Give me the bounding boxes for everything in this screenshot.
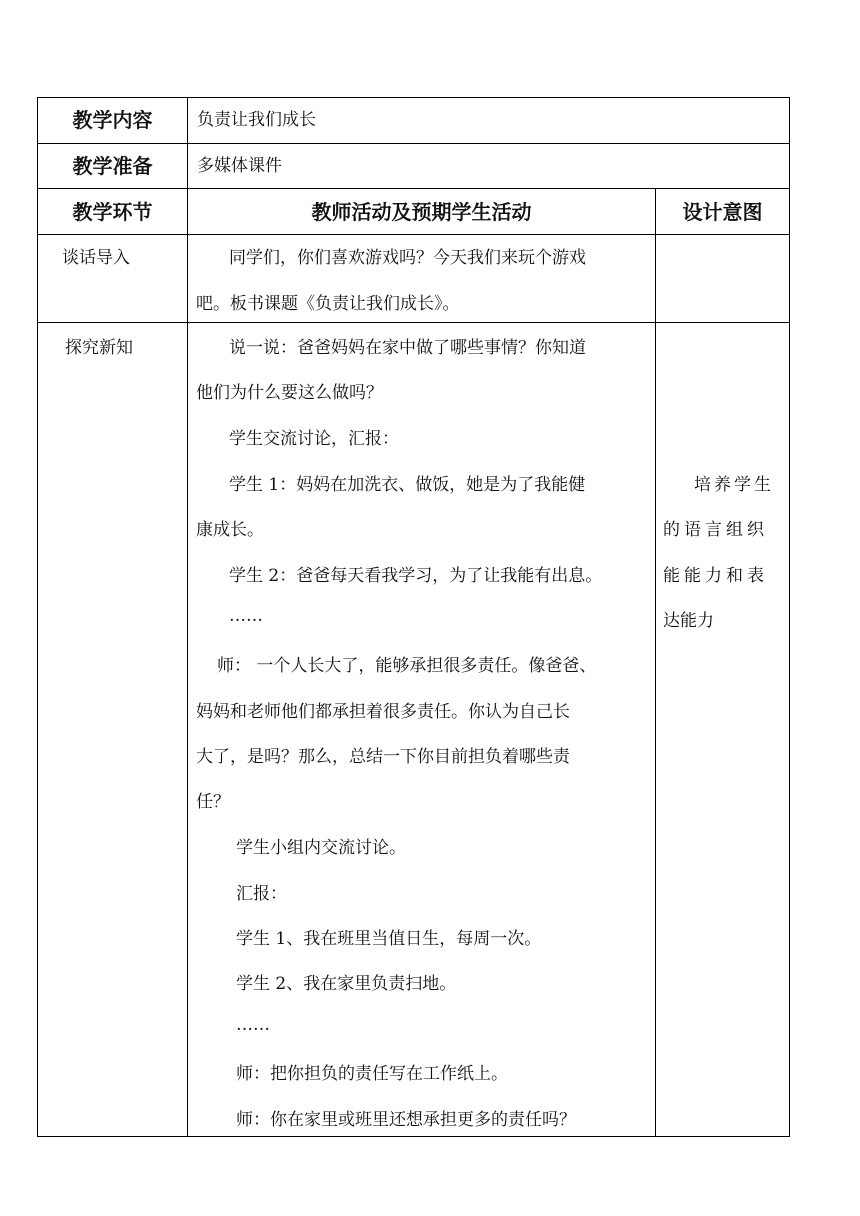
table-border-top [37, 97, 790, 98]
explore-line: 师：你在家里或班里还想承担更多的责任吗？ [236, 1110, 576, 1130]
table-border-bottom [37, 1136, 790, 1137]
table-column-divider [655, 188, 656, 1137]
explore-line: 师：把你担负的责任写在工作纸上。 [236, 1064, 508, 1084]
explore-line: 学生 1、我在班里当值日生，每周一次。 [236, 929, 542, 949]
table-border-right [789, 97, 790, 1137]
intro-line: 同学们，你们喜欢游戏吗？今天我们来玩个游戏 [229, 248, 586, 268]
explore-line: 康成长。 [196, 520, 264, 540]
header-intent: 设计意图 [682, 200, 763, 224]
explore-line: 大了，是吗？那么，总结一下你目前担负着哪些责 [196, 747, 570, 767]
explore-line: 任？ [196, 792, 230, 812]
intro-line: 吧。板书课题《负责让我们成长》。 [196, 294, 460, 314]
intent-line: 达能力 [663, 611, 714, 631]
table-divider [37, 234, 790, 235]
content-label: 教学内容 [72, 108, 153, 132]
table-divider [37, 143, 790, 144]
content-value: 负责让我们成长 [197, 110, 316, 130]
explore-line: …… [229, 606, 263, 626]
explore-line: …… [236, 1015, 270, 1035]
explore-line: 妈妈和老师他们都承担着很多责任。你认为自己长 [196, 702, 570, 722]
table-border-left [37, 97, 38, 1137]
intro-stage: 谈话导入 [62, 248, 130, 268]
explore-line: 师： 一个人长大了，能够承担很多责任。像爸爸、 [217, 656, 597, 676]
intent-line: 能能力和表 [663, 566, 768, 586]
header-activity: 教师活动及预期学生活动 [311, 200, 532, 224]
table-column-divider [187, 97, 188, 1137]
intent-line: 培养学生 [694, 475, 774, 495]
explore-stage: 探究新知 [65, 338, 133, 358]
prep-value: 多媒体课件 [197, 156, 282, 176]
explore-line: 学生 2：爸爸每天看我学习，为了让我能有出息。 [229, 566, 603, 586]
explore-line: 学生 1：妈妈在加洗衣、做饭，她是为了我能健 [229, 475, 586, 495]
explore-line: 说一说：爸爸妈妈在家中做了哪些事情？你知道 [229, 338, 586, 358]
explore-line: 汇报： [236, 884, 287, 904]
explore-line: 学生交流讨论，汇报： [229, 429, 399, 449]
prep-label: 教学准备 [72, 154, 153, 178]
intent-line: 的语言组织 [663, 520, 768, 540]
table-divider [37, 322, 790, 323]
explore-line: 学生 2、我在家里负责扫地。 [236, 974, 457, 994]
explore-line: 他们为什么要这么做吗？ [196, 383, 383, 403]
header-stage: 教学环节 [72, 200, 153, 224]
table-divider [37, 188, 790, 189]
explore-line: 学生小组内交流讨论。 [236, 838, 406, 858]
